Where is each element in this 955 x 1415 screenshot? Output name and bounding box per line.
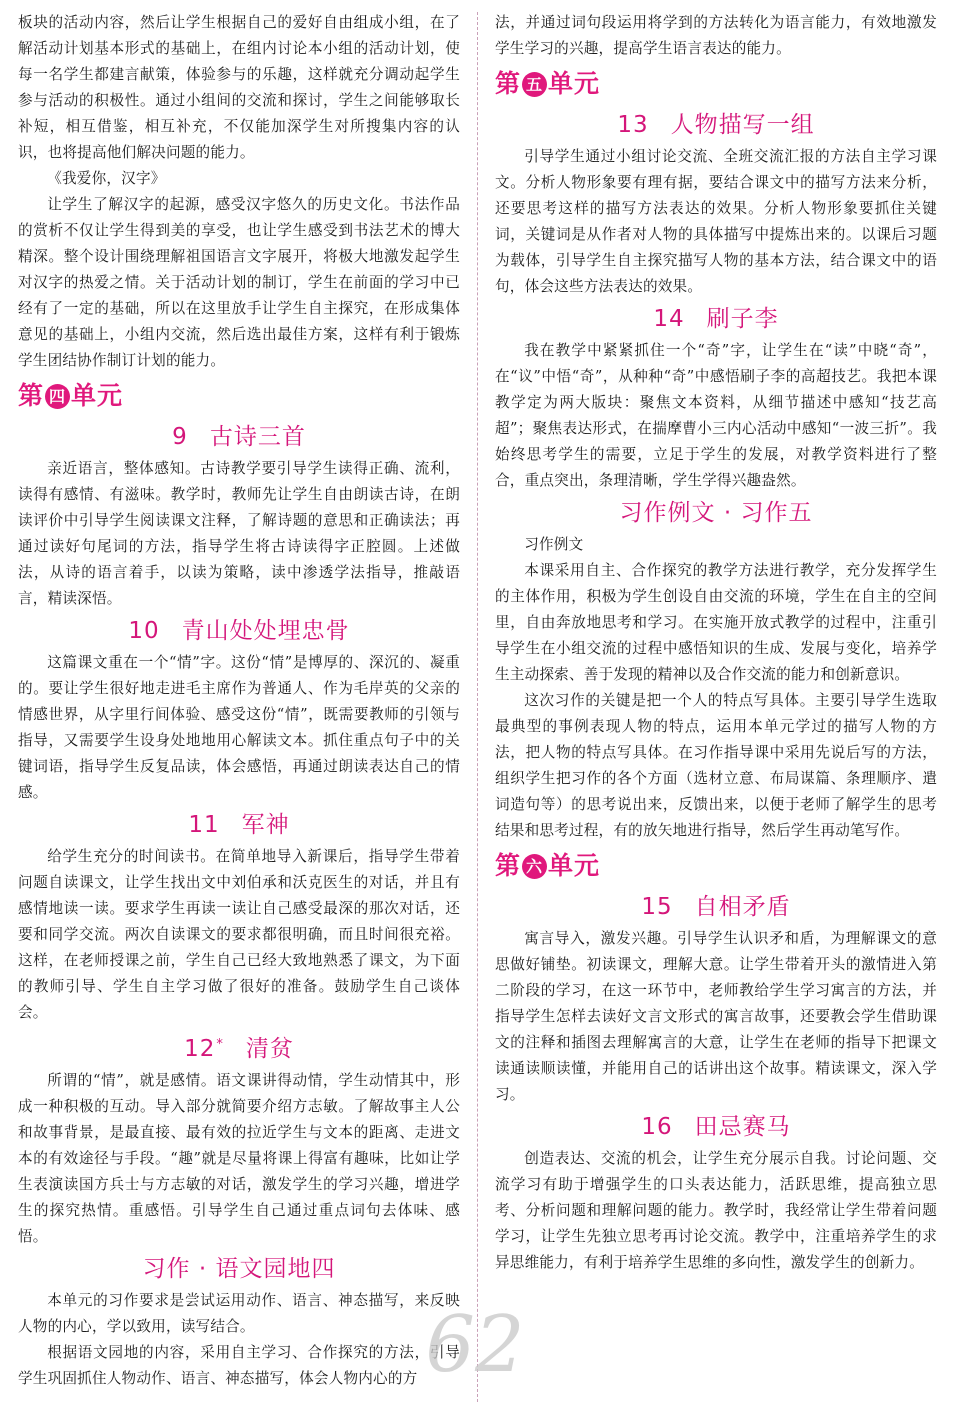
unit-heading-6: 第 六 单元 bbox=[495, 851, 601, 880]
paragraph: 所谓的“情”，就是感情。语文课讲得动情，学生动情其中，形成一种积极的互动。导入部分就简要介绍方志敏。了解故事主人公和故事背景，是最直接、最有效的拉近学生与文本的距离、走进文本的有效途径与手段。“趣”就是尽量将课上得富有趣味，比如让学生表演读国方兵士与方志敏的对话，激发学生的学习兴趣，增进学生的探究热情。重感悟。引导学生自己通过重点词句去体味、感悟。 bbox=[18, 1072, 460, 1245]
unit-heading-5: 第 五 单元 bbox=[495, 69, 601, 98]
unit-number-badge: 五 bbox=[522, 72, 547, 97]
lesson-heading-9: 9 古诗三首 bbox=[172, 424, 306, 450]
paragraph: 根据语文园地的内容，采用自主学习、合作探究的方法，引导学生巩固抓住人物动作、语言、神态描写，体会人物内心的方 bbox=[18, 1344, 460, 1387]
paragraph: 让学生了解汉字的起源，感受汉字悠久的历史文化。书法作品的赏析不仅让学生得到美的享受，也让学生感受到书法艺术的博大精深。整个设计围绕理解祖国语言文字展开，将极大地激发起学生对汉字的热爱之情。关于活动计划的制订，学生在前面的学习中已经有了一定的基础，所以在这里放手让学生自主探究，在形成集体意见的基础上，小组内交流，然后选出最佳方案，这样有利于锻炼学生团结协作制订计划的能力。 bbox=[18, 196, 460, 369]
paragraph: 寓言导入，激发兴趣。引导学生认识矛和盾，为理解课文的意思做好铺垫。初读课文，理解大意。让学生带着开头的激情进入第二阶段的学习，在这一环节中，老师教给学生学习寓言的方法，并指导学生怎样去读好文言文形式的寓言故事，还要教会学生借助课文的注释和插图去理解寓言的大意，让学生在老师的指导下把课文读通读顺读懂，并能用自己的话讲出这个故事。精读课文，深入学习。 bbox=[495, 930, 937, 1103]
section-label: 习作例文 bbox=[524, 536, 584, 553]
page-number: 62 bbox=[425, 1300, 525, 1390]
paragraph: 这次习作的关键是把一个人的特点写具体。主要引导学生选取最典型的事例表现人物的特点，运用本单元学过的描写人物的方法，把人物的特点写具体。在习作指导课中采用先说后写的方法，组织学生把习作的各个方面（选材立意、布局谋篇、条理顺序、遣词造句等）的思考说出来，反馈出来，以便于老师了解学生的思考结果和思考过程，有的放矢地进行指导，然后学生再动笔写作。 bbox=[495, 692, 937, 839]
lesson-heading-16: 16 田忌赛马 bbox=[641, 1114, 791, 1140]
paragraph: 这篇课文重在一个“情”字。这份“情”是博厚的、深沉的、凝重的。要让学生很好地走进毛主席作为普通人、作为毛岸英的父亲的情感世界，从字里行间体验、感受这份“情”，既需要教师的引领与指导，又需要学生设身处地地用心解读文本。抓住重点句子中的关键词语，指导学生反复品读，体会感悟，再通过朗读表达自己的情感。 bbox=[18, 654, 460, 801]
paragraph: 本单元的习作要求是尝试运用动作、语言、神态描写，来反映人物的内心，学以致用，读写结合。 bbox=[18, 1292, 460, 1335]
paragraph: 法，并通过词句段运用将学到的方法转化为语言能力，有效地激发学生学习的兴趣，提高学生语言表达的能力。 bbox=[495, 14, 937, 57]
column-divider bbox=[477, 12, 478, 1402]
paragraph: 引导学生通过小组讨论交流、全班交流汇报的方法自主学习课文。分析人物形象要有理有据，要结合课文中的描写方法来分析，还要思考这样的描写方法表达的效果。分析人物形象要抓住关键词，关键词是从作者对人物的具体描写中提炼出来的。以课后习题为载体，引导学生自主探究描写人物的基本方法，结合课文中的语句，体会这些方法表达的效果。 bbox=[495, 148, 937, 295]
lesson-heading-11: 11 军神 bbox=[188, 812, 290, 838]
lesson-heading-writing-5: 习作例文 · 习作五 bbox=[619, 500, 813, 526]
lesson-heading-writing-4: 习作 · 语文园地四 bbox=[142, 1256, 336, 1282]
unit-heading-4: 第 四 单元 bbox=[18, 381, 124, 410]
lesson-heading-14: 14 刷子李 bbox=[653, 306, 779, 332]
lesson-heading-15: 15 自相矛盾 bbox=[641, 894, 791, 920]
lesson-subtitle: 《我爱你，汉字》 bbox=[47, 170, 166, 187]
paragraph: 本课采用自主、合作探究的教学方法进行教学，充分发挥学生的主体作用，积极为学生创设自由交流的环境，学生在自主的空间里，自由奔放地思考和学习。在实施开放式教学的过程中，注重引导学生在小组交流的过程中感悟知识的生成、发展与变化，培养学生主动探索、善于发现的精神以及合作交流的能力和创新意识。 bbox=[495, 562, 937, 683]
right-column bbox=[495, 10, 937, 1276]
left-column bbox=[18, 10, 460, 1392]
paragraph: 我在教学中紧紧抓住一个“奇”字，让学生在“读”中晓“奇”，在“议”中悟“奇”，从种种“奇”中感悟刷子李的高超技艺。我把本课教学定为两大版块：聚焦文本资料，从细节描述中感知“技艺高超”；聚焦表达形式，在揣摩曹小三内心活动中感知“一波三折”。我始终思考学生的需要，立足于学生的发展，对教学资料进行了整合，重点突出，条理清晰，学生学得兴趣盎然。 bbox=[495, 342, 937, 489]
paragraph: 亲近语言，整体感知。古诗教学要引导学生读得正确、流利，读得有感情、有滋味。教学时，教师先让学生自由朗读古诗，在朗读评价中引导学生阅读课文注释，了解诗题的意思和正确读法；再通过读好句尾词的方法，指导学生将古诗读得字正腔圆。上述做法，从诗的语言着手，以读为策略，读中渗透学法指导，推敲语言，精读深悟。 bbox=[18, 460, 460, 607]
paragraph: 创造表达、交流的机会，让学生充分展示自我。讨论问题、交流学习有助于增强学生的口头表达能力，活跃思维，提高独立思考、分析问题和理解问题的能力。教学时，我经常让学生带着问题学习，让学生先独立思考再讨论交流。教学中，注重培养学生的求异思维能力，有利于培养学生思维的多向性，激发学生的创新力。 bbox=[495, 1150, 937, 1271]
lesson-heading-13: 13 人物描写一组 bbox=[617, 112, 815, 138]
paragraph: 板块的活动内容，然后让学生根据自己的爱好自由组成小组，在了解活动计划基本形式的基础上，在组内讨论本小组的活动计划，使每一名学生都建言献策，体验参与的乐趣，这样就充分调动起学生参与活动的积极性。通过小组间的交流和探讨，学生之间能够取长补短，相互借鉴，相互补充，不仅能加深学生对所搜集内容的认识，也将提高他们解决问题的能力。 bbox=[18, 14, 460, 161]
paragraph: 给学生充分的时间读书。在简单地导入新课后，指导学生带着问题自读课文，让学生找出文中刘伯承和沃克医生的对话，并且有感情地读一读。要求学生再读一读让自己感受最深的那次对话，还要和同学交流。两次自读课文的要求都很明确，而且时间很充裕。这样，在老师授课之前，学生自己已经大致地熟悉了课文，为下面的教师引导、学生自主学习做了很好的准备。鼓励学生自己谈体会。 bbox=[18, 848, 460, 1021]
unit-number-badge: 四 bbox=[45, 384, 70, 409]
lesson-heading-10: 10 青山处处埋忠骨 bbox=[128, 618, 350, 644]
lesson-heading-12: 12* 清贫 bbox=[184, 1036, 294, 1062]
unit-number-badge: 六 bbox=[522, 854, 547, 879]
